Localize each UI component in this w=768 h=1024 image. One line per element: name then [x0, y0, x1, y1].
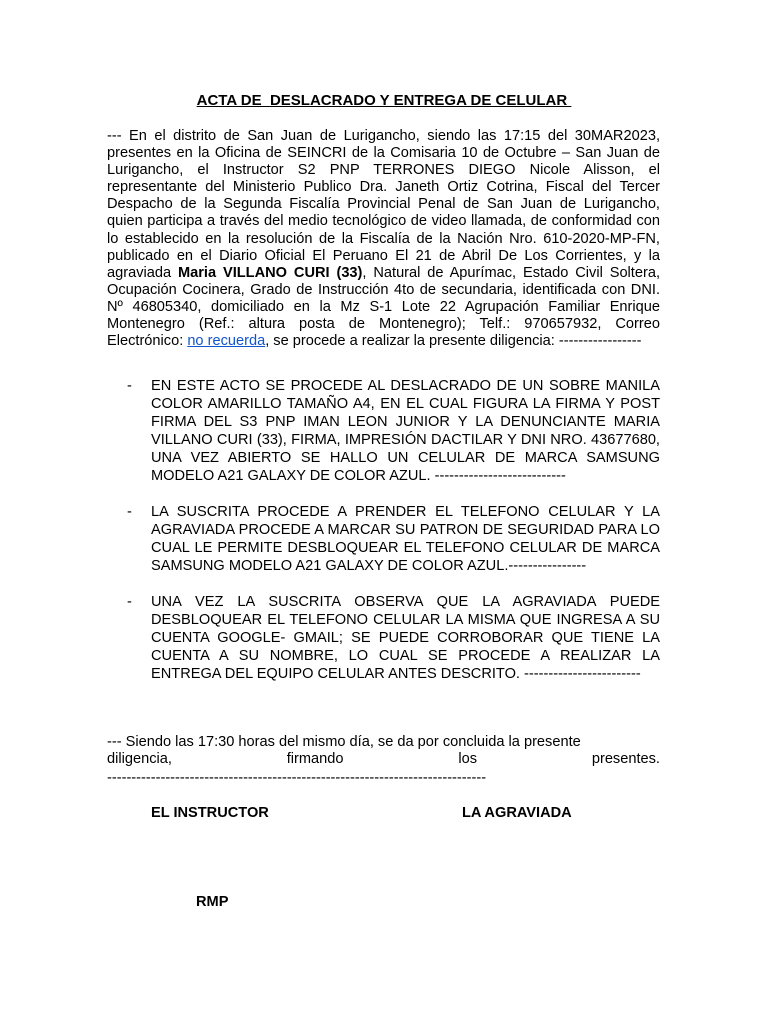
closing-dash-rule: ------------------------------------------------------------------------------ [107, 770, 487, 786]
email-link[interactable]: no recuerda [187, 333, 266, 350]
signature-rmp-label: RMP [196, 894, 229, 910]
signature-instructor-label: EL INSTRUCTOR [151, 805, 269, 821]
bullet-list [107, 377, 660, 701]
list-item [107, 377, 660, 485]
bullet-dash: - [127, 378, 132, 394]
victim-name: Maria VILLANO CURI (33) [177, 264, 363, 281]
signature-agraviada-label: LA AGRAVIADA [462, 805, 572, 821]
bullet-dash: - [127, 594, 132, 610]
intro-paragraph [107, 128, 660, 350]
intro-text-part1: --- En el distrito de San Juan de Lurigancho, siendo las 17:15 del 30MAR2023, presentes en la Oficina de SEINCRI de la Comisaria 10 de Octubre – San Juan de Lurigancho, el Instructor S2 PNP TERRONES DIEGO Nicole Alisson, el representante del Ministerio Publico Dra. Janeth Ortiz Cotrina, Fiscal del Tercer Despacho de la Segunda Fiscalía Provincial Penal de San Juan de Lurigancho, quien participa a través del medio tecnológico de video llamada, de conformidad con lo establecido en la resolución de la Fiscalía de la Nación Nro. 610-2020-MP-FN, publicado en el Diario Oficial El Peruano El 21 de Abril De Los Corrientes, y la agraviada [107, 128, 660, 281]
bullet-text: UNA VEZ LA SUSCRITA OBSERVA QUE LA AGRAVIADA PUEDE DESBLOQUEAR EL TELEFONO CELULAR LA MISMA QUE INGRESA A SU CUENTA GOOGLE- GMAIL; SE PUEDE CORROBORAR QUE TIENE LA CUENTA A SU NOMBRE, LO CUAL SE PROCEDE A REALIZAR LA ENTREGA DEL EQUIPO CELULAR ANTES DESCRITO. ------------------------ [151, 594, 660, 682]
intro-text-part2: , Natural de Apurímac, Estado Civil Soltera, Ocupación Cocinera, Grado de Instrucción 4to de secundaria, identificada con DNI. Nº 46805340, domiciliado en la Mz S-1 Lote 22 Agrupación Familiar Enrique Montenegro (Ref.: altura posta de Montenegro); Telf.: 970657932, Correo Electrónico: [107, 264, 661, 350]
bullet-dash: - [127, 504, 132, 520]
bullet-text: LA SUSCRITA PROCEDE A PRENDER EL TELEFONO CELULAR Y LA AGRAVIADA PROCEDE A MARCAR SU PATRON DE SEGURIDAD PARA LO CUAL LE PERMITE DESBLOQUEAR EL TELEFONO CELULAR DE MARCA SAMSUNG MODELO A21 GALAXY DE COLOR AZUL.---------------- [151, 504, 660, 574]
closing-line-2: diligencia, firmando los presentes. [107, 751, 660, 768]
bullet-text: EN ESTE ACTO SE PROCEDE AL DESLACRADO DE UN SOBRE MANILA COLOR AMARILLO TAMAÑO A4, EN EL CUAL FIGURA LA FIRMA Y POST FIRMA DEL S3 PNP IMAN LEON JUNIOR Y LA DENUNCIANTE MARIA VILLANO CURI (33), FIRMA, IMPRESIÓN DACTILAR Y DNI NRO. 43677680, UNA VEZ ABIERTO SE HALLO UN CELULAR DE MARCA SAMSUNG MODELO A21 GALAXY DE COLOR AZUL. --------------------------- [151, 378, 660, 484]
document-title: ACTA DE DESLACRADO Y ENTREGA DE CELULAR [196, 92, 572, 109]
list-item [107, 593, 660, 683]
list-item [107, 503, 660, 575]
closing-paragraph [107, 734, 660, 768]
closing-line-1: --- Siendo las 17:30 horas del mismo día, se da por concluida la presente [107, 734, 581, 750]
intro-text-part3: , se procede a realizar la presente diligencia: ----------------- [265, 333, 642, 350]
